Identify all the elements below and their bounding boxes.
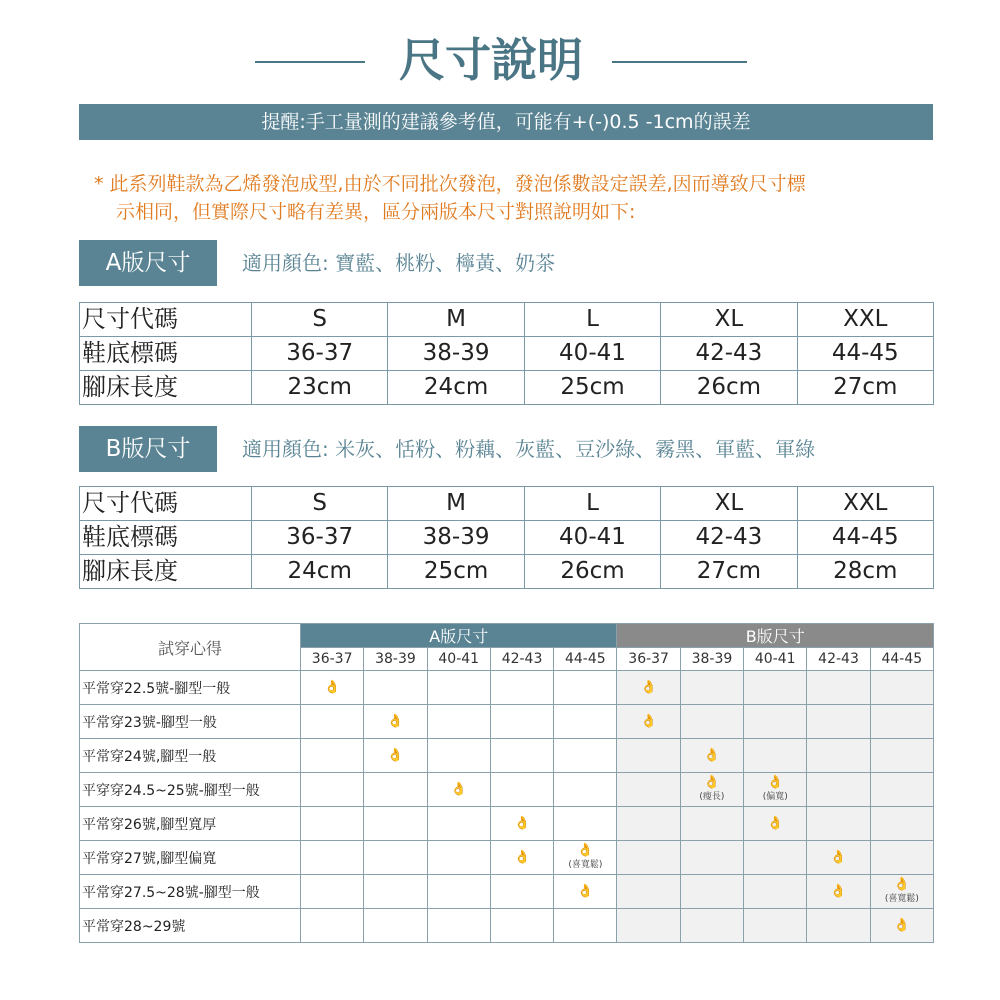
fit-cell xyxy=(364,705,427,739)
size-b-cell: 28cm xyxy=(797,555,933,589)
fit-row-label: 平常穿27.5~28號-腳型一般 xyxy=(80,875,301,909)
size-b-cell: 26cm xyxy=(524,555,660,589)
fit-cell xyxy=(427,807,490,841)
fit-cell xyxy=(870,841,933,875)
size-b-row xyxy=(80,487,934,521)
size-a-cell: M xyxy=(388,303,524,337)
fit-cell xyxy=(427,773,490,807)
fit-cell xyxy=(364,875,427,909)
ok-hand-icon: 👌 xyxy=(703,748,721,763)
fit-cell xyxy=(744,841,807,875)
size-b-cell: 40-41 xyxy=(524,521,660,555)
fit-cell xyxy=(807,773,870,807)
fit-cell xyxy=(427,909,490,943)
size-a-row xyxy=(80,371,934,405)
fit-cell xyxy=(617,807,680,841)
size-a-cell: 44-45 xyxy=(797,337,933,371)
fit-cell xyxy=(807,875,870,909)
size-a-row-head: 腳床長度 xyxy=(80,371,252,405)
fit-cell xyxy=(554,841,617,875)
fit-cell xyxy=(617,671,680,705)
size-a-cell: S xyxy=(252,303,388,337)
version-b-colors: 適用顏色: 米灰、恬粉、粉藕、灰藍、豆沙綠、霧黑、軍藍、軍綠 xyxy=(242,437,816,461)
fit-cell xyxy=(364,739,427,773)
fit-row xyxy=(80,909,934,943)
fit-cell xyxy=(554,909,617,943)
size-a-cell: 27cm xyxy=(797,371,933,405)
size-a-row xyxy=(80,337,934,371)
fit-cell xyxy=(870,705,933,739)
fit-size-a-header: 44-45 xyxy=(554,648,617,671)
version-a-colors: 適用顏色: 寶藍、桃粉、檸黃、奶茶 xyxy=(242,251,556,275)
fit-cell xyxy=(807,841,870,875)
size-b-cell: 24cm xyxy=(252,555,388,589)
size-a-cell: 40-41 xyxy=(524,337,660,371)
fit-cell xyxy=(744,739,807,773)
size-b-cell: 25cm xyxy=(388,555,524,589)
fit-cell xyxy=(617,841,680,875)
fit-cell xyxy=(427,739,490,773)
fit-cell xyxy=(870,875,933,909)
size-a-cell: XL xyxy=(661,303,797,337)
page-title: 尺寸說明 xyxy=(399,33,583,87)
fit-row xyxy=(80,671,934,705)
fit-cell xyxy=(301,807,364,841)
fit-cell xyxy=(301,671,364,705)
fit-row xyxy=(80,841,934,875)
size-b-row xyxy=(80,521,934,555)
size-a-cell: 38-39 xyxy=(388,337,524,371)
fit-group-b-header: B版尺寸 xyxy=(617,624,934,648)
fit-row-label: 平常穿24號,腳型一般 xyxy=(80,739,301,773)
ok-hand-icon: 👌 xyxy=(640,680,657,695)
ok-hand-icon: 👌 xyxy=(577,842,594,858)
size-a-cell: 36-37 xyxy=(252,337,388,371)
fit-cell xyxy=(427,841,490,875)
fit-cell xyxy=(617,909,680,943)
fit-row-label: 平常穿28~29號 xyxy=(80,909,301,943)
fit-cell xyxy=(490,773,553,807)
fit-row-label: 平常穿22.5號-腳型一般 xyxy=(80,671,301,705)
size-b-row-head: 尺寸代碼 xyxy=(80,487,252,521)
fit-cell xyxy=(680,705,743,739)
fit-cell xyxy=(870,739,933,773)
fit-size-b-header: 44-45 xyxy=(870,648,933,671)
fit-cell xyxy=(301,841,364,875)
fit-cell xyxy=(680,875,743,909)
fit-cell xyxy=(744,875,807,909)
fit-experience-table xyxy=(79,623,934,943)
fit-cell xyxy=(744,909,807,943)
fit-size-b-header: 36-37 xyxy=(617,648,680,671)
fit-cell xyxy=(680,739,743,773)
size-b-cell: XL xyxy=(661,487,797,521)
size-b-cell: 38-39 xyxy=(388,521,524,555)
fit-cell xyxy=(490,671,553,705)
fit-cell xyxy=(301,705,364,739)
fit-cell xyxy=(364,807,427,841)
fit-cell xyxy=(301,875,364,909)
title-divider-left xyxy=(255,61,365,63)
size-a-cell: 25cm xyxy=(524,371,660,405)
size-b-cell: L xyxy=(524,487,660,521)
fit-cell xyxy=(870,807,933,841)
fit-cell xyxy=(744,773,807,807)
size-a-cell: L xyxy=(524,303,660,337)
fit-cell xyxy=(807,705,870,739)
fit-cell xyxy=(490,739,553,773)
fit-cell xyxy=(427,671,490,705)
fit-cell xyxy=(554,671,617,705)
fit-cell xyxy=(870,773,933,807)
size-b-cell: S xyxy=(252,487,388,521)
fit-cell xyxy=(744,671,807,705)
ok-hand-icon: 👌 xyxy=(703,774,721,790)
fit-cell xyxy=(617,773,680,807)
ok-hand-icon: 👌 xyxy=(577,884,594,899)
fit-cell xyxy=(554,773,617,807)
size-b-cell: XXL xyxy=(797,487,933,521)
fit-row xyxy=(80,807,934,841)
fit-cell xyxy=(301,909,364,943)
fit-cell-tag: (偏寬) xyxy=(762,791,788,802)
fit-row xyxy=(80,705,934,739)
fit-row xyxy=(80,739,934,773)
fit-cell xyxy=(364,671,427,705)
title-row xyxy=(0,28,1000,92)
fit-cell xyxy=(301,739,364,773)
size-a-cell: 42-43 xyxy=(661,337,797,371)
fit-cell xyxy=(680,909,743,943)
fit-cell xyxy=(554,807,617,841)
size-b-cell: M xyxy=(388,487,524,521)
fit-cell xyxy=(870,909,933,943)
fit-cell xyxy=(490,841,553,875)
measurement-notice: 提醒:手工量測的建議參考值，可能有+(-)0.5 -1cm的誤差 xyxy=(79,104,933,140)
fit-cell xyxy=(680,773,743,807)
ok-hand-icon: 👌 xyxy=(893,918,910,933)
ok-hand-icon: 👌 xyxy=(324,680,341,695)
fit-cell xyxy=(680,671,743,705)
batch-note-line-1: * 此系列鞋款為乙烯發泡成型,由於不同批次發泡，發泡係數設定誤差,因而導致尺寸標 xyxy=(94,173,806,195)
title-divider-right xyxy=(612,61,747,63)
ok-hand-icon: 👌 xyxy=(893,876,910,892)
fit-cell xyxy=(554,705,617,739)
fit-size-a-header: 42-43 xyxy=(490,648,553,671)
fit-cell xyxy=(490,875,553,909)
ok-hand-icon: 👌 xyxy=(513,816,531,831)
fit-cell xyxy=(490,807,553,841)
version-a-badge: A版尺寸 xyxy=(79,240,217,286)
size-a-cell: XXL xyxy=(797,303,933,337)
size-a-cell: 26cm xyxy=(661,371,797,405)
ok-hand-icon: 👌 xyxy=(767,774,784,790)
fit-cell-tag: (瘦長) xyxy=(699,791,725,802)
fit-row xyxy=(80,773,934,807)
fit-cell xyxy=(680,807,743,841)
ok-hand-icon: 👌 xyxy=(513,850,531,865)
size-b-cell: 36-37 xyxy=(252,521,388,555)
ok-hand-icon: 👌 xyxy=(830,850,847,865)
fit-row xyxy=(80,875,934,909)
size-a-row xyxy=(80,303,934,337)
fit-cell xyxy=(680,841,743,875)
fit-cell xyxy=(364,841,427,875)
fit-cell-tag: (喜寬鬆) xyxy=(568,859,603,870)
fit-size-a-header: 36-37 xyxy=(301,648,364,671)
fit-cell xyxy=(807,909,870,943)
fit-size-b-header: 42-43 xyxy=(807,648,870,671)
fit-cell xyxy=(744,705,807,739)
fit-row-label: 平穿穿24.5~25號-腳型一般 xyxy=(80,773,301,807)
batch-note-line-2: 示相同，但實際尺寸略有差異，區分兩版本尺寸對照說明如下: xyxy=(116,201,636,223)
fit-cell xyxy=(554,739,617,773)
fit-size-b-header: 38-39 xyxy=(680,648,743,671)
size-a-row-head: 尺寸代碼 xyxy=(80,303,252,337)
ok-hand-icon: 👌 xyxy=(767,816,784,831)
fit-cell xyxy=(807,671,870,705)
fit-cell xyxy=(427,875,490,909)
fit-cell-tag: (喜寬鬆) xyxy=(884,893,919,904)
version-b-size-table xyxy=(79,486,934,589)
fit-cell xyxy=(870,671,933,705)
fit-cell xyxy=(554,875,617,909)
fit-cell xyxy=(427,705,490,739)
ok-hand-icon: 👌 xyxy=(830,884,847,899)
fit-cell xyxy=(490,909,553,943)
fit-size-a-header: 38-39 xyxy=(364,648,427,671)
version-b-badge: B版尺寸 xyxy=(79,426,217,472)
size-b-row xyxy=(80,555,934,589)
fit-cell xyxy=(617,705,680,739)
fit-row-label: 平常穿27號,腳型偏寬 xyxy=(80,841,301,875)
size-a-cell: 24cm xyxy=(388,371,524,405)
ok-hand-icon: 👌 xyxy=(640,714,657,729)
fit-row-label: 平常穿23號-腳型一般 xyxy=(80,705,301,739)
size-b-row-head: 腳床長度 xyxy=(80,555,252,589)
fit-row-label: 平常穿26號,腳型寬厚 xyxy=(80,807,301,841)
fit-cell xyxy=(490,705,553,739)
fit-size-a-header: 40-41 xyxy=(427,648,490,671)
size-a-cell: 23cm xyxy=(252,371,388,405)
size-b-cell: 44-45 xyxy=(797,521,933,555)
size-b-cell: 42-43 xyxy=(661,521,797,555)
fit-size-b-header: 40-41 xyxy=(744,648,807,671)
size-a-row-head: 鞋底標碼 xyxy=(80,337,252,371)
fit-cell xyxy=(301,773,364,807)
fit-cell xyxy=(364,909,427,943)
batch-note xyxy=(94,170,934,226)
ok-hand-icon: 👌 xyxy=(387,714,404,729)
size-b-cell: 27cm xyxy=(661,555,797,589)
ok-hand-icon: 👌 xyxy=(450,782,467,797)
size-b-row-head: 鞋底標碼 xyxy=(80,521,252,555)
version-a-size-table xyxy=(79,302,934,405)
fit-cell xyxy=(807,739,870,773)
fit-cell xyxy=(744,807,807,841)
fit-cell xyxy=(364,773,427,807)
fit-cell xyxy=(617,875,680,909)
fit-corner-label: 試穿心得 xyxy=(80,624,301,671)
fit-cell xyxy=(807,807,870,841)
ok-hand-icon: 👌 xyxy=(387,748,404,763)
fit-cell xyxy=(617,739,680,773)
fit-group-a-header: A版尺寸 xyxy=(301,624,617,648)
